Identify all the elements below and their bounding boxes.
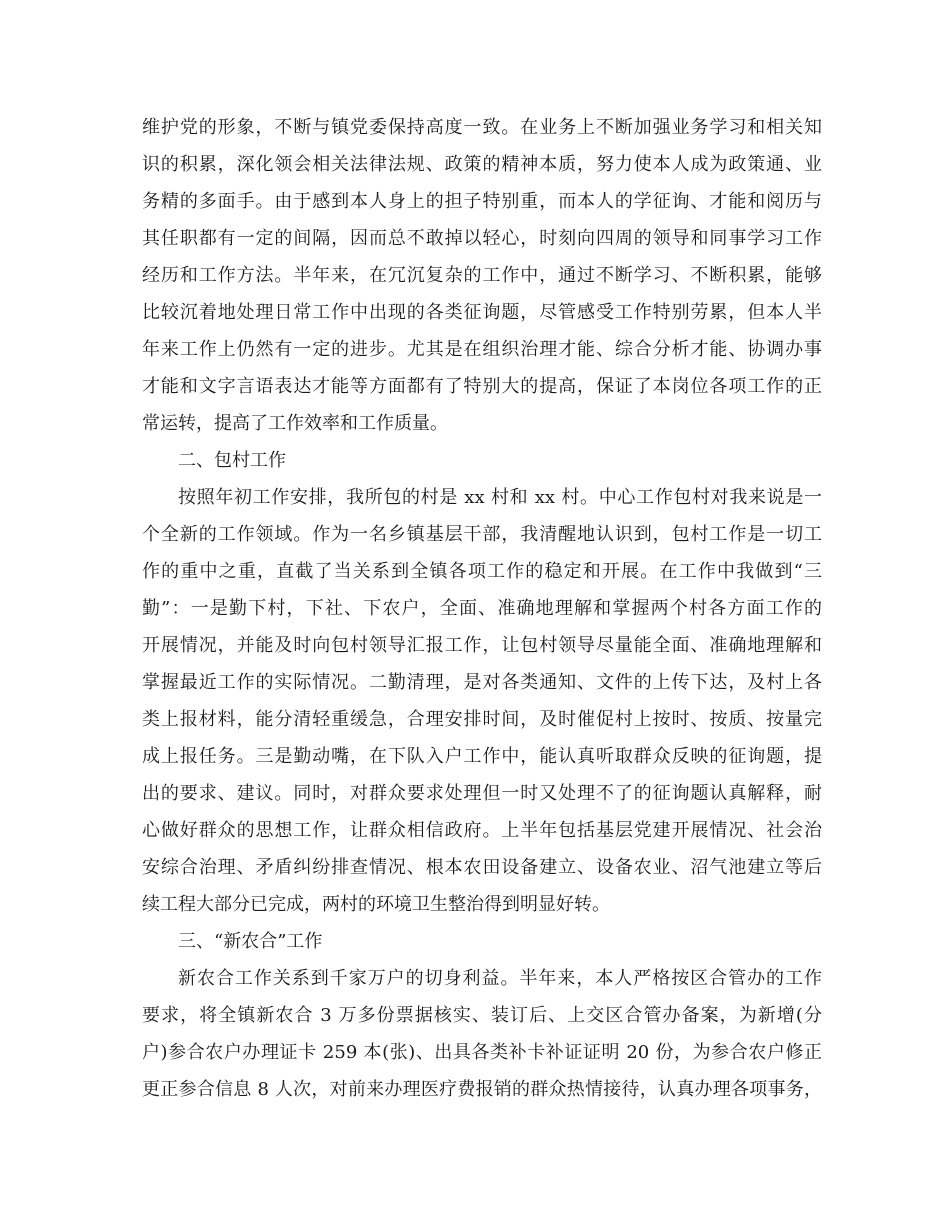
paragraph-1-line: 识的积累，深化领会相关法律法规、政策的精神本质，努力使本人成为政策通、业 [142, 154, 822, 175]
section-heading-new-rural-coop: 三、“新农合”工作 [178, 931, 323, 952]
paragraph-1-line: 其任职都有一定的间隔，因而总不敢掉以轻心，时刻向四周的领导和同事学习工作 [142, 228, 822, 249]
paragraph-2-line: 按照年初工作安排，我所包的村是 xx 村和 xx 村。中心工作包村对我来说是一 [178, 487, 822, 508]
paragraph-2-line: 勤”：一是勤下村，下社、下农户，全面、准确地理解和掌握两个村各方面工作的 [142, 598, 822, 619]
paragraph-1-line: 经历和工作方法。半年来，在冗沉复杂的工作中，通过不断学习、不断积累，能够 [142, 265, 822, 286]
paragraph-2-line: 掌握最近工作的实际情况。二勤清理，是对各类通知、文件的上传下达，及村上各 [142, 672, 822, 693]
paragraph-3-line: 更正参合信息 8 人次，对前来办理医疗费报销的群众热情接待，认真办理各项事务， [142, 1079, 822, 1100]
paragraph-1-line: 比较沉着地处理日常工作中出现的各类征询题，尽管感受工作特别劳累，但本人半 [142, 302, 822, 323]
paragraph-2-line: 作的重中之重，直截了当关系到全镇各项工作的稳定和开展。在工作中我做到“三 [142, 561, 822, 582]
paragraph-2-line: 开展情况，并能及时向包村领导汇报工作，让包村领导尽量能全面、准确地理解和 [142, 635, 822, 656]
paragraph-1-line: 维护党的形象，不断与镇党委保持高度一致。在业务上不断加强业务学习和相关知 [142, 117, 822, 138]
paragraph-1-line: 年来工作上仍然有一定的进步。尤其是在组织治理才能、综合分析才能、协调办事 [142, 339, 822, 360]
section-heading-village: 二、包村工作 [178, 450, 286, 471]
paragraph-1-line: 才能和文字言语表达才能等方面都有了特别大的提高，保证了本岗位各项工作的正 [142, 376, 822, 397]
paragraph-2-line: 续工程大部分已完成，两村的环境卫生整治得到明显好转。 [142, 894, 610, 915]
paragraph-3-line: 户)参合农户办理证卡 259 本(张)、出具各类补卡补证证明 20 份，为参合农户修正 [142, 1042, 822, 1063]
paragraph-2-line: 心做好群众的思想工作，让群众相信政府。上半年包括基层党建开展情况、社会治 [142, 820, 822, 841]
paragraph-3-line: 要求，将全镇新农合 3 万多份票据核实、装订后、上交区合管办备案，为新增(分 [142, 1005, 822, 1026]
paragraph-3-line: 新农合工作关系到千家万户的切身利益。半年来，本人严格按区合管办的工作 [178, 968, 822, 989]
paragraph-2-line: 出的要求、建议。同时，对群众要求处理但一时又处理不了的征询题认真解释，耐 [142, 783, 822, 804]
paragraph-2-line: 安综合治理、矛盾纠纷排查情况、根本农田设备建立、设备农业、沼气池建立等后 [142, 857, 822, 878]
paragraph-1-line: 务精的多面手。由于感到本人身上的担子特别重，而本人的学征询、才能和阅历与 [142, 191, 822, 212]
paragraph-1-line: 常运转，提高了工作效率和工作质量。 [142, 413, 448, 434]
paragraph-2-line: 类上报材料，能分清轻重缓急，合理安排时间，及时催促村上按时、按质、按量完 [142, 709, 822, 730]
paragraph-2-line: 个全新的工作领域。作为一名乡镇基层干部，我清醒地认识到，包村工作是一切工 [142, 524, 822, 545]
paragraph-2-line: 成上报任务。三是勤动嘴，在下队入户工作中，能认真听取群众反映的征询题，提 [142, 746, 822, 767]
